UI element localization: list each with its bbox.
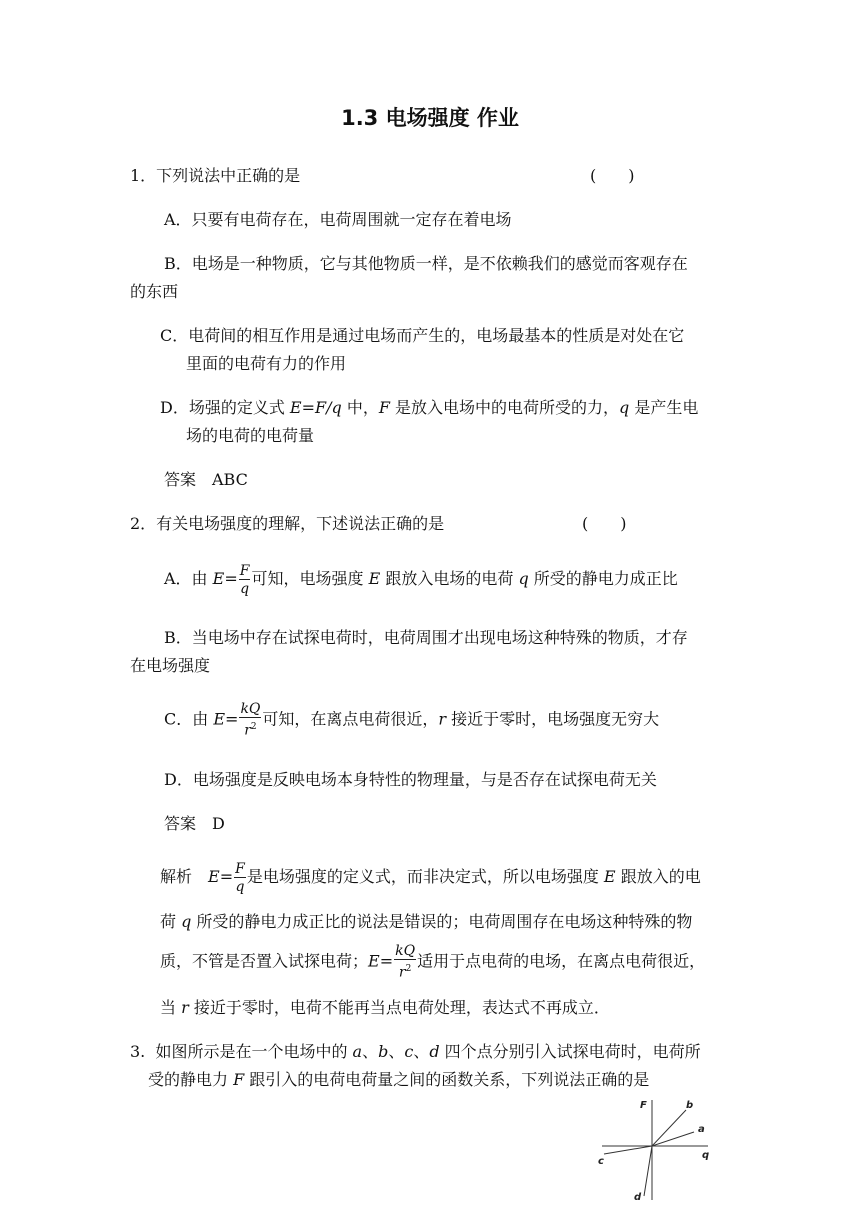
fraction bbox=[234, 862, 246, 894]
text: 所受的静电力成正比的说法是错误的；电荷周围存在电场这种特殊的物 bbox=[191, 912, 693, 931]
fraction bbox=[239, 564, 251, 596]
q2-option-b-line1: B．当电场中存在试探电荷时，电荷周围才出现电场这种特殊的物质，才存 bbox=[164, 628, 688, 647]
denominator bbox=[394, 960, 416, 980]
q2-analysis-line1 bbox=[160, 860, 701, 894]
variable: r bbox=[398, 964, 406, 981]
text: 、 bbox=[413, 1042, 430, 1061]
q1-stem: 1．下列说法中正确的是 bbox=[130, 166, 301, 185]
text: 所受的静电力成正比 bbox=[528, 569, 678, 588]
variable: c bbox=[404, 1042, 414, 1061]
text: 荷 bbox=[160, 912, 182, 931]
line-c bbox=[604, 1146, 652, 1154]
q1-option-b-line1: B．电场是一种物质，它与其他物质一样，是不依赖我们的感觉而客观存在 bbox=[164, 254, 688, 273]
q2-option-a bbox=[164, 562, 678, 596]
text: 当 bbox=[160, 998, 182, 1017]
line-d-label: d bbox=[634, 1192, 642, 1202]
q1-option-a: A．只要有电荷存在，电荷周围就一定存在着电场 bbox=[164, 210, 512, 229]
text: 接近于零时，电荷不能再当点电荷处理，表达式不再成立． bbox=[188, 998, 610, 1017]
line-d bbox=[644, 1146, 652, 1196]
denominator bbox=[239, 718, 261, 738]
numerator: F bbox=[235, 860, 245, 877]
text: 是产生电 bbox=[629, 398, 699, 417]
text: 适用于点电荷的电场，在离点电荷很近， bbox=[417, 951, 706, 971]
x-axis-label: q bbox=[702, 1150, 710, 1161]
line-b-label: b bbox=[686, 1100, 694, 1111]
text: 可知，电场强度 bbox=[251, 569, 369, 588]
text: 是放入电场中的电荷所受的力， bbox=[389, 398, 620, 417]
text: 如图所示是在一个电场中的 bbox=[155, 1042, 353, 1061]
exponent: 2 bbox=[405, 964, 412, 974]
text: = bbox=[379, 951, 394, 971]
text: 中， bbox=[341, 398, 379, 417]
text: 接近于零时，电场强度无穷大 bbox=[446, 709, 660, 729]
variable: r bbox=[181, 998, 189, 1017]
text: 跟引入的电荷电荷量之间的函数关系，下列说法正确的是 bbox=[244, 1070, 650, 1089]
text: 解析 bbox=[160, 867, 209, 886]
q1-option-b-line2: 的东西 bbox=[130, 282, 179, 301]
variable: E bbox=[368, 569, 381, 588]
text: 、 bbox=[362, 1042, 379, 1061]
q3-line2 bbox=[148, 1070, 649, 1090]
text: 是电场强度的定义式，而非决定式，所以电场强度 bbox=[246, 867, 604, 886]
text: 四个点分别引入试探电荷时，电荷所 bbox=[439, 1042, 701, 1061]
text: D．场强的定义式 bbox=[160, 398, 290, 417]
variable: E bbox=[212, 569, 225, 588]
y-axis-label: F bbox=[640, 1100, 647, 1111]
force-charge-graph bbox=[590, 1092, 720, 1202]
text: 受的静电力 bbox=[148, 1070, 234, 1089]
q1-option-c-line2: 里面的电荷有力的作用 bbox=[186, 354, 347, 373]
q2-option-b-line2: 在电场强度 bbox=[130, 656, 211, 675]
denominator: q bbox=[240, 580, 250, 597]
numerator: kQ bbox=[395, 943, 416, 959]
variable: E bbox=[213, 709, 226, 729]
text: 跟放入电场的电荷 bbox=[380, 569, 519, 588]
variable: a bbox=[352, 1042, 363, 1061]
text: 可知，在离点电荷很近， bbox=[262, 709, 439, 729]
text: 、 bbox=[388, 1042, 405, 1061]
text: = bbox=[219, 867, 234, 886]
line-c-label: c bbox=[598, 1156, 604, 1167]
q2-option-c bbox=[164, 702, 659, 738]
variable: b bbox=[378, 1042, 389, 1061]
page-title: 1.3 电场强度 作业 bbox=[341, 106, 519, 130]
q2-answer-paren: ( ) bbox=[582, 514, 627, 533]
q2-analysis-line3 bbox=[160, 944, 705, 980]
text: = bbox=[224, 569, 238, 588]
question-number: 3. bbox=[130, 1042, 146, 1061]
fraction bbox=[239, 702, 261, 738]
variable: F bbox=[378, 398, 390, 417]
q1-answer: 答案 ABC bbox=[164, 470, 248, 489]
q2-stem: 2．有关电场强度的理解，下述说法正确的是 bbox=[130, 514, 445, 533]
text: 质，不管是否置入试探电荷； bbox=[160, 951, 369, 971]
text: 跟放入的电 bbox=[615, 867, 701, 886]
numerator: F bbox=[239, 562, 250, 579]
variable: q bbox=[518, 569, 529, 588]
fraction bbox=[394, 944, 416, 980]
q1-answer-paren: ( ) bbox=[590, 166, 635, 185]
q3-line1 bbox=[130, 1042, 701, 1062]
q2-answer: 答案 D bbox=[164, 814, 225, 833]
q2-analysis-line2 bbox=[160, 912, 692, 932]
q2-analysis-line4 bbox=[160, 998, 610, 1018]
denominator: q bbox=[235, 878, 245, 895]
numerator: kQ bbox=[240, 701, 261, 717]
variable: F bbox=[233, 1070, 245, 1089]
variable: d bbox=[429, 1042, 440, 1061]
variable: r bbox=[438, 709, 447, 729]
variable: q bbox=[181, 912, 192, 931]
variable: q bbox=[619, 398, 630, 417]
variable: E bbox=[603, 867, 616, 886]
variable: E bbox=[368, 951, 380, 971]
text: = bbox=[225, 709, 239, 729]
text: A．由 bbox=[164, 569, 213, 588]
text: C．由 bbox=[164, 709, 214, 729]
q1-option-c-line1: C．电荷间的相互作用是通过电场而产生的，电场最基本的性质是对处在它 bbox=[160, 326, 685, 345]
formula: E=F/q bbox=[289, 398, 342, 417]
q1-option-d-line1 bbox=[160, 398, 698, 418]
q1-option-d-line2: 场的电荷的电荷量 bbox=[186, 426, 315, 445]
line-a-label: a bbox=[698, 1124, 705, 1135]
variable: r bbox=[244, 722, 251, 739]
q2-option-d: D．电场强度是反映电场本身特性的物理量，与是否存在试探电荷无关 bbox=[164, 770, 657, 789]
variable: E bbox=[208, 867, 220, 886]
exponent: 2 bbox=[250, 722, 257, 732]
